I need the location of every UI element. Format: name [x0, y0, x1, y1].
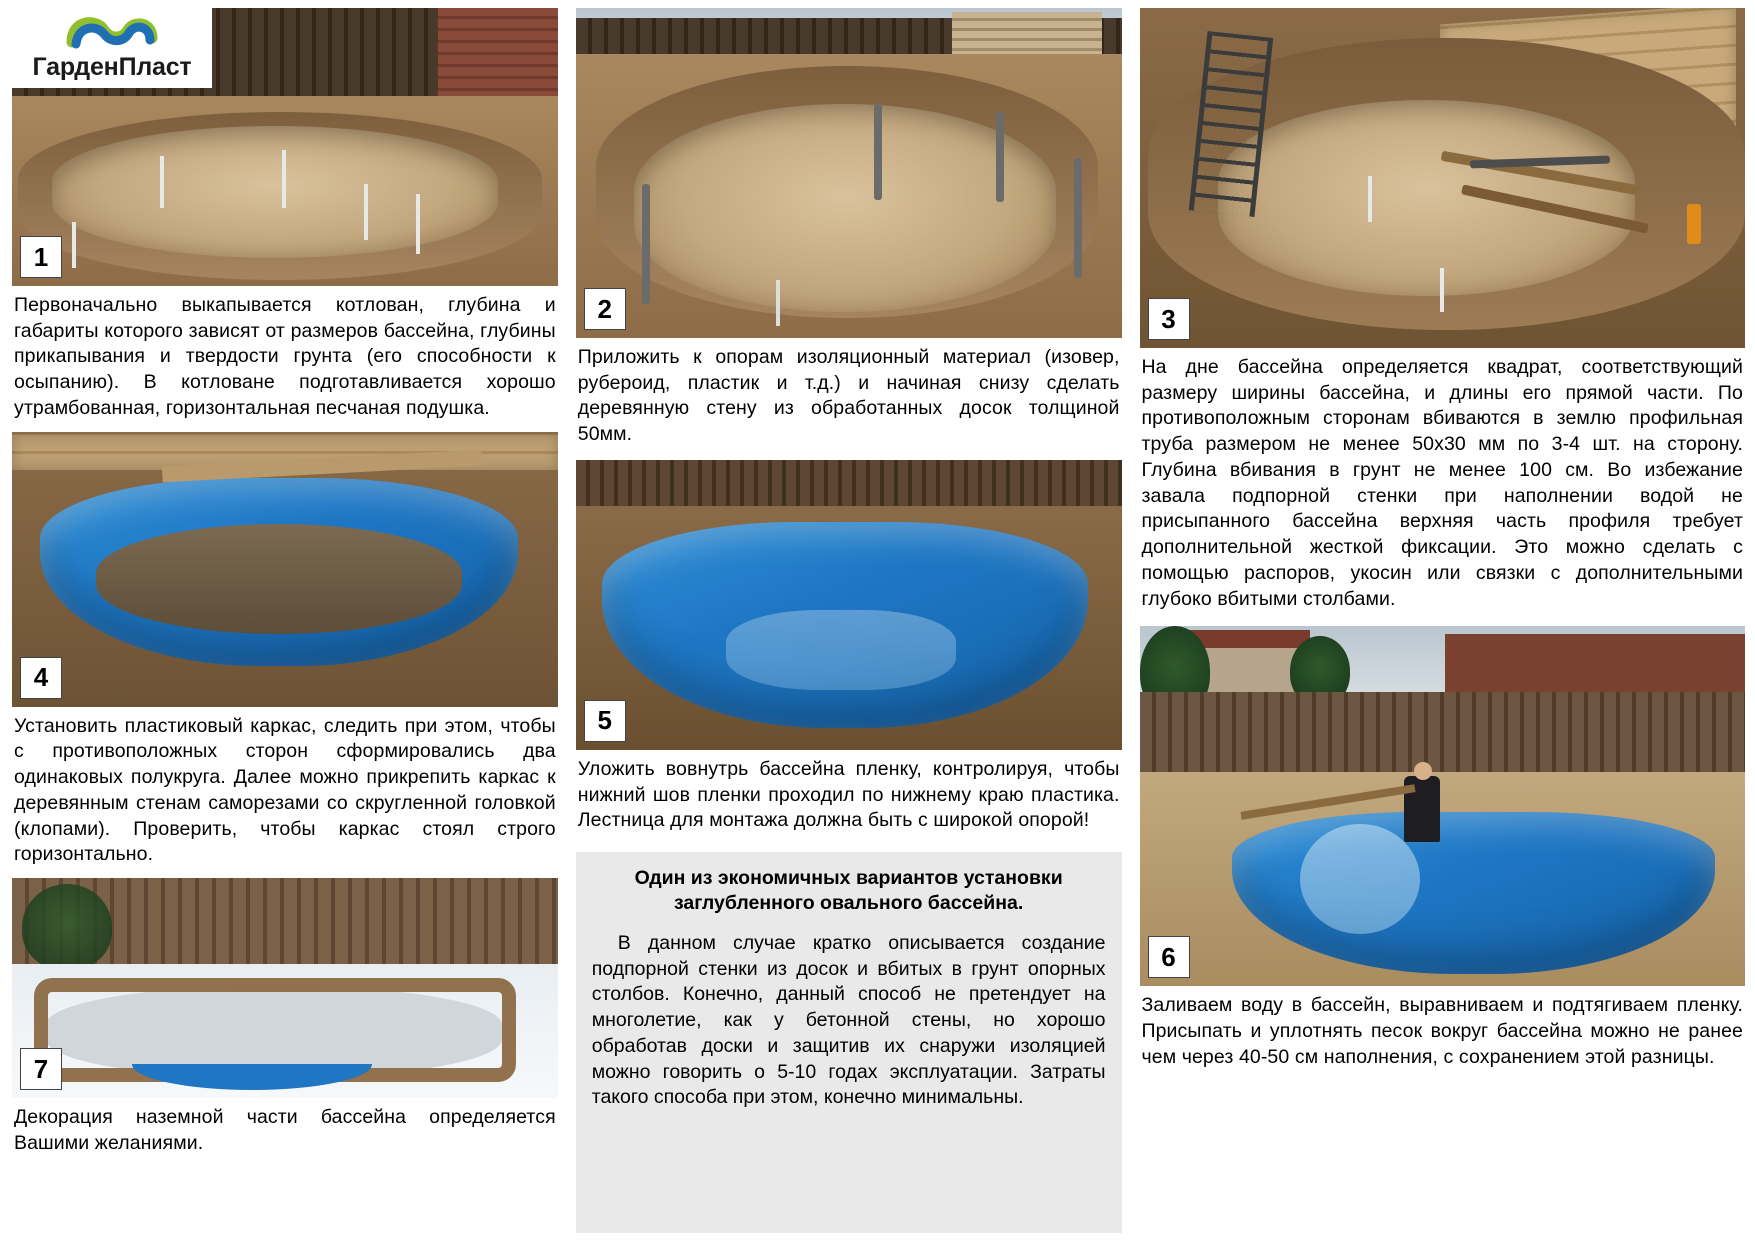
- step-caption-4: Установить пластиковый каркас, следить при этом, чтобы с противоположных сторон сформировались два одинаковых полукруга. Далее можно прикрепить каркас к деревянным стенам саморезами со скругленной головкой (клопами). Проверить, чтобы каркас стоял строго горизонтально.: [14, 714, 556, 866]
- column-right: [1140, 8, 1746, 1233]
- photo-wooden-retaining-wall: [1140, 8, 1746, 348]
- step-number-5: 5: [584, 700, 626, 742]
- step-number-2: 2: [584, 288, 626, 330]
- info-box: [576, 852, 1122, 1233]
- step-number-3: 3: [1148, 298, 1190, 340]
- photo-plastic-frame-installed: [12, 432, 558, 707]
- column-left: [12, 8, 558, 1233]
- photo-liner-installed: [576, 460, 1122, 750]
- step-caption-3: На дне бассейна определяется квадрат, соответствующий размеру ширины бассейна, и длины его прямой части. По противоположным сторонам вбиваются в землю профильная труба размером не менее 50х30 мм по 3-4 шт. на сторону. Глубина вбивания в грунт не менее 100 см. Во избежание завала подпорной стенки при наполнении водой не присыпанного бассейна верхняя часть профиля требует дополнительной жесткой фиксации. Это можно сделать с помощью распоров, укосин или связки с дополнительными глубоко вбитыми столбами.: [1141, 356, 1743, 610]
- step-caption-1: Первоначально выкапывается котлован, глубина и габариты которого зависят от размеров бассейна, глубины прикапывания и твердости грунта (его способности к осыпанию). В котловане подготавливается хорошо утрамбованная, горизонтальная песчаная подушка.: [14, 294, 556, 419]
- step-caption-6: Заливаем воду в бассейн, выравниваем и подтягиваем пленку. Присыпать и уплотнять песок вокруг бассейна можно не ранее чем через 40-50 см наполнения, с сохранением этой разницы.: [1141, 994, 1743, 1068]
- photo-winter-decoration: [12, 878, 558, 1098]
- brand-name: ГарденПласт: [32, 53, 192, 81]
- step-caption-2: Приложить к опорам изоляционный материал (изовер, рубероид, пластик и т.д.) и начиная снизу сделать деревянную стену из обработанных досок толщиной 50мм.: [577, 346, 1120, 446]
- wave-logo-icon: [66, 12, 158, 52]
- step-number-7: 7: [20, 1048, 62, 1090]
- step-caption-7: Декорация наземной части бассейна определяется Вашими желаниями.: [14, 1106, 556, 1154]
- photo-pit-with-supports: [576, 8, 1122, 338]
- info-box-body: В данном случае кратко описывается создание подпорной стенки из досок и вбитых в грунт опорных столбов. Конечно, данный способ не претендует на многолетие, как у бетонной стены, но хорошо обработав доски и защитив их снаружи изоляцией можно говорить о 5-10 годах эксплуатации. Затраты такого способа при этом, конечно минимальны.: [591, 931, 1106, 1109]
- info-box-title: Один из экономичных вариантов установки заглубленного овального бассейна.: [634, 867, 1063, 915]
- step-number-4: 4: [20, 657, 62, 699]
- step-number-6: 6: [1148, 936, 1190, 978]
- photo-filling-with-water: [1140, 626, 1746, 986]
- brand-logo: [12, 8, 212, 88]
- step-caption-5: Уложить вовнутрь бассейна пленку, контролируя, чтобы нижний шов пленки проходил по нижнему краю пластика. Лестница для монтажа должна быть с широкой опорой!: [577, 757, 1120, 832]
- column-middle: [576, 8, 1122, 1233]
- step-number-1: 1: [20, 236, 62, 278]
